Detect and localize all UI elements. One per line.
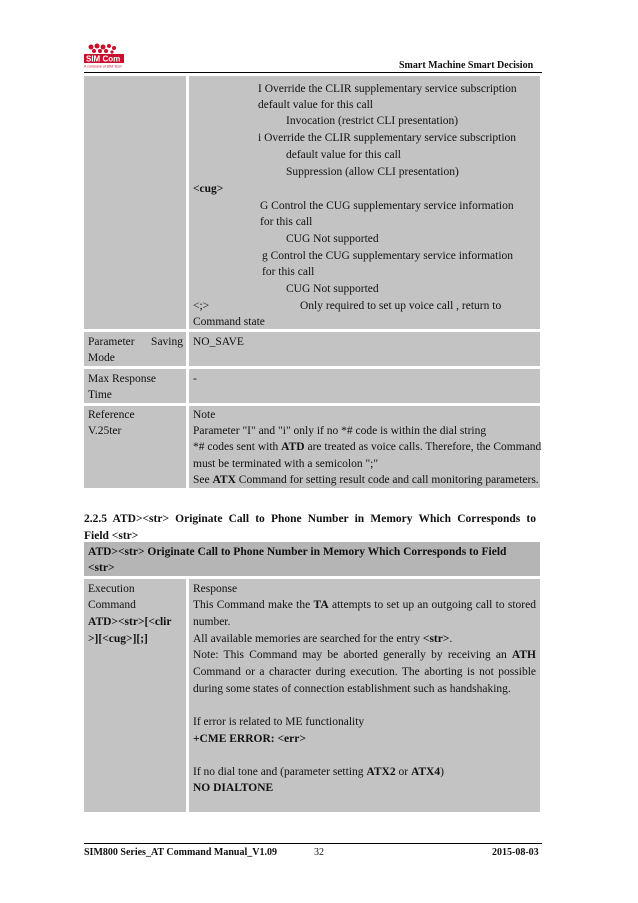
header-tagline: Smart Machine Smart Decision [399, 60, 534, 71]
response-error: +CME ERROR: <err> [193, 733, 306, 745]
clir-line-6: Suppression (allow CLI presentation) [286, 166, 459, 178]
semicolon-label: <;> [193, 300, 210, 312]
simcom-logo [84, 42, 130, 68]
response-line-4: Note: This Command may be aborted generally by receiving an ATH [193, 649, 536, 661]
header-rule [84, 72, 542, 73]
response-line-2: number. [193, 616, 231, 628]
response-title: Response [193, 583, 238, 595]
param-saving-value: NO_SAVE [193, 336, 244, 348]
note-line-2: *# codes sent with ATD are treated as voice calls. Therefore, the Command [193, 441, 542, 453]
exec-syntax-2: >][<cug>][;] [88, 633, 148, 645]
table2-title: ATD><str> Originate Call to Phone Number in Memory Which Corresponds to Field [88, 546, 507, 558]
table1-left-blank [84, 76, 186, 329]
response-line-1: This Command make the TA attempts to set up an outgoing call to stored [193, 599, 536, 611]
cug-line-2: for this call [260, 216, 313, 228]
max-resp-value: - [193, 373, 197, 385]
clir-line-3: Invocation (restrict CLI presentation) [286, 115, 459, 127]
param-saving-label-2: Mode [88, 352, 115, 364]
brand-subtext: A company of SIM Tech [84, 64, 122, 68]
max-resp-label: Max Response [88, 373, 157, 385]
exec-syntax-1: ATD><str>[<clir [88, 616, 172, 628]
exec-label-1: Execution [88, 583, 135, 595]
brand-text: SIM Com [86, 54, 121, 64]
cug-line-1: G Control the CUG supplementary service information [260, 200, 514, 212]
reference-value: V.25ter [88, 425, 122, 437]
note-line-3: must be terminated with a semicolon ";" [193, 458, 379, 470]
response-line-6: during some states of connection establishment such as handshaking. [193, 683, 511, 695]
note-line-1: Parameter "I" and "i" only if no *# code is within the dial string [193, 425, 487, 437]
semicolon-text-cont: Command state [193, 316, 265, 328]
response-line-9: If no dial tone and (parameter setting ATX2 or ATX4) [193, 766, 444, 778]
footer-date: 2015-08-03 [492, 847, 539, 858]
cug-line-3: CUG Not supported [286, 233, 379, 245]
semicolon-text: Only required to set up voice call , return to [300, 300, 502, 312]
note-line-4: See ATX Command for setting result code and call monitoring parameters. [193, 474, 539, 486]
clir-line-5: default value for this call [286, 149, 401, 161]
clir-line-2: default value for this call [258, 99, 373, 111]
note-title: Note [193, 409, 216, 421]
footer-page-number: 32 [314, 847, 324, 858]
section-heading-cont: Field <str> [84, 530, 139, 542]
clir-line-1: I Override the CLIR supplementary service subscription [258, 83, 517, 95]
cug-label: <cug> [193, 183, 224, 195]
footer-rule [84, 843, 542, 844]
table2-title-cont: <str> [88, 562, 115, 574]
cug-line-6: CUG Not supported [286, 283, 379, 295]
cug-line-4: g Control the CUG supplementary service information [262, 250, 514, 262]
clir-line-4: i Override the CLIR supplementary service subscription [258, 132, 517, 144]
footer-manual: SIM800 Series_AT Command Manual_V1.09 [84, 847, 277, 858]
section-heading: 2.2.5 ATD><str> Originate Call to Phone Number in Memory Which Corresponds to [84, 513, 536, 525]
response-line-3: All available memories are searched for the entry <str>. [193, 633, 453, 645]
exec-label-2: Command [88, 599, 136, 611]
param-saving-label: Parameter Saving [88, 336, 183, 348]
cug-line-5: for this call [262, 266, 315, 278]
response-line-5: Command or a character during execution. The aborting is not possible [193, 666, 536, 678]
response-no-dialtone: NO DIALTONE [193, 782, 274, 794]
max-resp-label-2: Time [88, 389, 112, 401]
response-line-7: If error is related to ME functionality [193, 716, 365, 728]
max-resp-value-cell [189, 369, 540, 403]
reference-label: Reference [88, 409, 135, 421]
